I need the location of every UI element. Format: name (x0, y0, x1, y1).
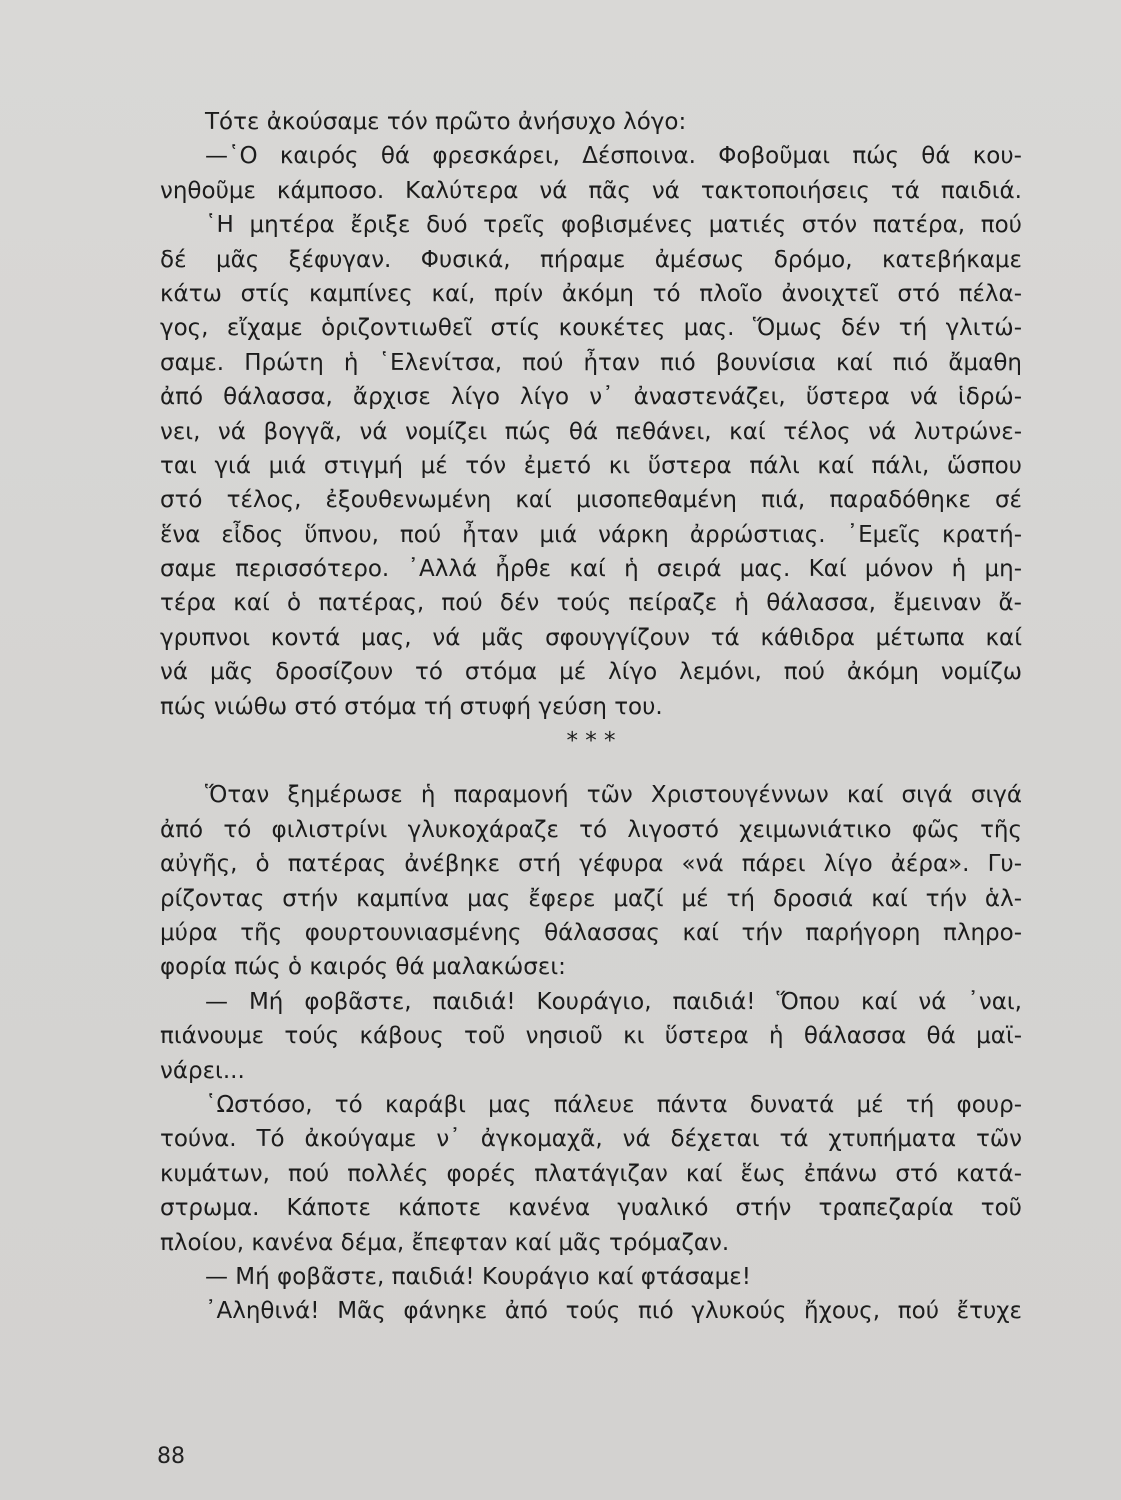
text-line: φορία πώς ὁ καιρός θά μαλακώσει: (160, 954, 566, 981)
text-line: Ὅταν ξημέρωσε ἡ παραμονή τῶν Χριστουγέννων καί σιγά σιγά (205, 782, 1022, 809)
text-line: σαμε περισσότερο. ᾿Αλλά ἦρθε καί ἡ σειρά μας. Καί μόνον ἡ μη- (160, 556, 1022, 583)
text-line: — Μή φοβᾶστε, παιδιά! Κουράγιο καί φτάσαμε! (205, 1263, 751, 1290)
text-line: σαμε. Πρώτη ἡ ῾Ελενίτσα, πού ἦταν πιό βουνίσια καί πιό ἄμαθη (160, 349, 1022, 376)
text-section-1 (160, 105, 1022, 724)
text-line: δέ μᾶς ξέφυγαν. Φυσικά, πήραμε ἀμέσως δρόμο, κατεβήκαμε (160, 246, 1022, 273)
text-line: νά μᾶς δροσίζουν τό στόμα μέ λίγο λεμόνι, πού ἀκόμη νομίζω (160, 659, 1022, 686)
text-line: στρωμα. Κάποτε κάποτε κανένα γυαλικό στήν τραπεζαρία τοῦ (160, 1195, 1022, 1222)
text-line: πώς νιώθω στό στόμα τή στυφή γεύση του. (160, 693, 663, 720)
text-line: τέρα καί ὁ πατέρας, πού δέν τούς πείραζε ἡ θάλασσα, ἔμειναν ἄ- (160, 590, 1022, 617)
page-number: 88 (157, 1444, 185, 1469)
text-line: στό τέλος, ἐξουθενωμένη καί μισοπεθαμένη πιά, παραδόθηκε σέ (160, 487, 1022, 514)
text-line: νηθοῦμε κάμποσο. Καλύτερα νά πᾶς νά τακτοποιήσεις τά παιδιά. (160, 177, 1022, 204)
text-line: νάρει... (160, 1057, 245, 1084)
section-separator: * * * (566, 728, 616, 755)
text-line: νει, νά βογγᾶ, νά νομίζει πώς θά πεθάνει, καί τέλος νά λυτρώνε- (160, 418, 1022, 445)
text-section-2 (160, 778, 1022, 1328)
text-line: ῾Ωστόσο, τό καράβι μας πάλευε πάντα δυνατά μέ τή φουρ- (205, 1091, 1022, 1118)
text-line: ῾Η μητέρα ἔριξε δυό τρεῖς φοβισμένες ματιές στόν πατέρα, πού (205, 212, 1022, 239)
text-line: πιάνουμε τούς κάβους τοῦ νησιοῦ κι ὕστερα ἡ θάλασσα θά μαϊ- (160, 1023, 1022, 1050)
text-line: γος, εἴχαμε ὁριζοντιωθεῖ στίς κουκέτες μας. Ὅμως δέν τή γλιτώ- (160, 315, 1022, 342)
text-line: ται γιά μιά στιγμή μέ τόν ἐμετό κι ὕστερα πάλι καί πάλι, ὥσπου (160, 452, 1022, 479)
text-line: γρυπνοι κοντά μας, νά μᾶς σφουγγίζουν τά κάθιδρα μέτωπα καί (160, 624, 1022, 651)
text-line: — Μή φοβᾶστε, παιδιά! Κουράγιο, παιδιά! Ὅπου καί νά ᾽ναι, (205, 988, 1022, 1015)
text-line: Τότε ἀκούσαμε τόν πρῶτο ἀνήσυχο λόγο: (205, 109, 687, 135)
text-line: μύρα τῆς φουρτουνιασμένης θάλασσας καί τήν παρήγορη πληρο- (160, 919, 1022, 946)
text-line: πλοίου, κανένα δέμα, ἔπεφταν καί μᾶς τρόμαζαν. (160, 1229, 730, 1256)
text-line: ἀπό τό φιλιστρίνι γλυκοχάραζε τό λιγοστό χειμωνιάτικο φῶς τῆς (160, 816, 1022, 843)
text-line: τούνα. Τό ἀκούγαμε ν᾽ ἀγκομαχᾶ, νά δέχεται τά χτυπήματα τῶν (160, 1126, 1022, 1153)
text-line: ἀπό θάλασσα, ἄρχισε λίγο λίγο ν᾽ ἀναστενάζει, ὕστερα νά ἱδρώ- (160, 384, 1022, 411)
text-line: —῾Ο καιρός θά φρεσκάρει, Δέσποινα. Φοβοῦμαι πώς θά κου- (205, 143, 1022, 170)
text-line: ρίζοντας στήν καμπίνα μας ἔφερε μαζί μέ τή δροσιά καί τήν ἁλ- (160, 885, 1022, 912)
separator-gap (160, 758, 1022, 778)
text-line: κάτω στίς καμπίνες καί, πρίν ἀκόμη τό πλοῖο ἀνοιχτεῖ στό πέλα- (160, 280, 1022, 307)
text-line: ᾿Αληθινά! Μᾶς φάνηκε ἀπό τούς πιό γλυκούς ἤχους, πού ἔτυχε (205, 1298, 1022, 1325)
body-text (160, 105, 1022, 1329)
text-line: ἕνα εἶδος ὕπνου, πού ἦταν μιά νάρκη ἀρρώστιας. ᾿Εμεῖς κρατή- (160, 521, 1022, 548)
text-line: αὐγῆς, ὁ πατέρας ἀνέβηκε στή γέφυρα «νά πάρει λίγο ἀέρα». Γυ- (160, 851, 1022, 878)
text-line: κυμάτων, πού πολλές φορές πλατάγιζαν καί ἕως ἐπάνω στό κατά- (160, 1160, 1022, 1187)
